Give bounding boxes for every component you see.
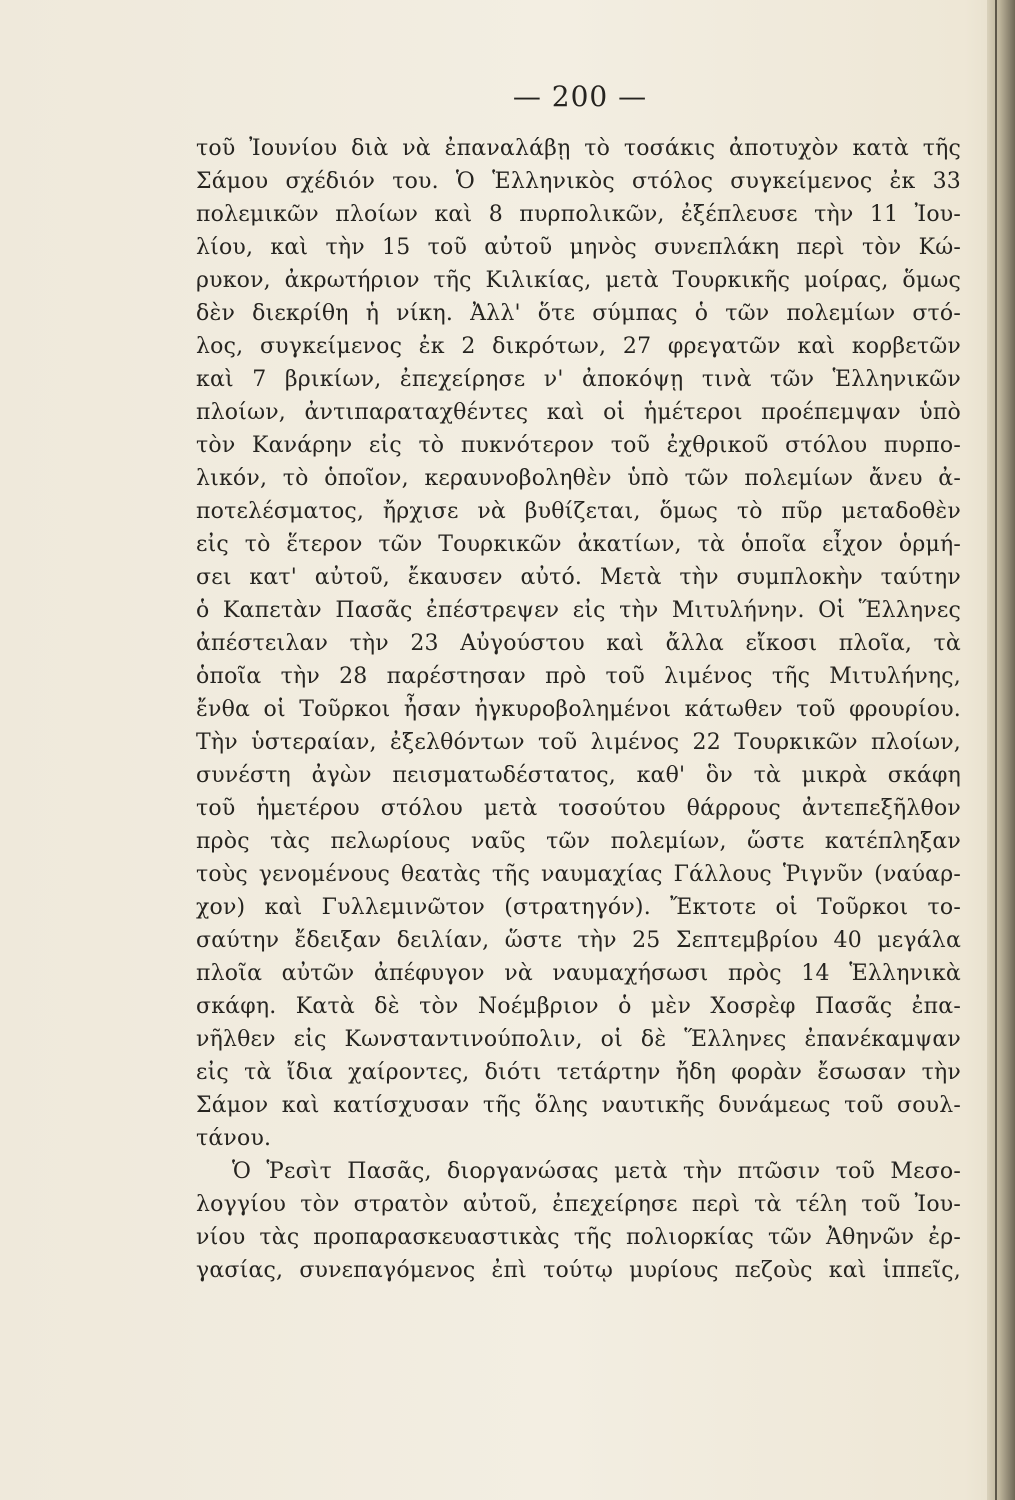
text-line: τὸν Κανάρην εἰς τὸ πυκνότερον τοῦ ἐχθρικοῦ στόλου πυρπο- xyxy=(196,433,961,458)
paragraph-1 xyxy=(196,132,961,1155)
page-edge-line xyxy=(995,0,997,1500)
text-line: δὲν διεκρίθη ἡ νίκη. Ἀλλ' ὅτε σύμπας ὁ τῶν πολεμίων στό- xyxy=(196,301,961,326)
text-line: Ὁ Ῥεσὶτ Πασᾶς, διοργανώσας μετὰ τὴν πτῶσιν τοῦ Μεσο- xyxy=(232,1159,961,1184)
text-line: Τὴν ὑστεραίαν, ἐξελθόντων τοῦ λιμένος 22 Τουρκικῶν πλοίων, xyxy=(196,730,961,755)
text-line: ρυκον, ἀκρωτήριον τῆς Κιλικίας, μετὰ Τουρκικῆς μοίρας, ὅμως xyxy=(196,268,961,293)
text-line: λος, συγκείμενος ἐκ 2 δικρότων, 27 φρεγατῶν καὶ κορβετῶν xyxy=(196,334,961,359)
text-line: ἀπέστειλαν τὴν 23 Αὐγούστου καὶ ἄλλα εἴκοσι πλοῖα, τὰ xyxy=(196,631,961,656)
text-line: ὁ Καπετὰν Πασᾶς ἐπέστρεψεν εἰς τὴν Μιτυλήνην. Οἱ Ἕλληνες xyxy=(196,598,961,623)
paragraph-2 xyxy=(196,1155,961,1287)
text-line: εἰς τὰ ἴδια χαίροντες, διότι τετάρτην ἤδη φορὰν ἔσωσαν τὴν xyxy=(196,1060,961,1085)
text-line: Σάμου σχέδιόν του. Ὁ Ἑλληνικὸς στόλος συγκείμενος ἐκ 33 xyxy=(196,169,961,194)
text-line: τάνου. xyxy=(196,1126,272,1151)
text-line: Σάμον καὶ κατίσχυσαν τῆς ὅλης ναυτικῆς δυνάμεως τοῦ σουλ- xyxy=(196,1093,961,1118)
text-line: καὶ 7 βρικίων, ἐπεχείρησε ν' ἀποκόψῃ τινὰ τῶν Ἑλληνικῶν xyxy=(196,367,961,392)
text-line: γασίας, συνεπαγόμενος ἐπὶ τούτῳ μυρίους πεζοὺς καὶ ἱππεῖς, xyxy=(196,1258,961,1283)
text-line: ὁποῖα τὴν 28 παρέστησαν πρὸ τοῦ λιμένος τῆς Μιτυλήνης, xyxy=(196,664,961,689)
text-line: τοῦ Ἰουνίου διὰ νὰ ἐπαναλάβῃ τὸ τοσάκις ἀποτυχὸν κατὰ τῆς xyxy=(196,136,961,161)
text-line: σαύτην ἔδειξαν δειλίαν, ὥστε τὴν 25 Σεπτεμβρίου 40 μεγάλα xyxy=(196,928,961,953)
text-line: σκάφη. Κατὰ δὲ τὸν Νοέμβριον ὁ μὲν Χοσρὲφ Πασᾶς ἐπα- xyxy=(196,994,961,1019)
text-line: νῆλθεν εἰς Κωνσταντινούπολιν, οἱ δὲ Ἕλληνες ἐπανέκαμψαν xyxy=(196,1027,961,1052)
text-line: νίου τὰς προπαρασκευαστικὰς τῆς πολιορκίας τῶν Ἀθηνῶν ἐρ- xyxy=(196,1225,961,1250)
book-spine-shadow xyxy=(987,0,1015,1500)
text-block xyxy=(196,132,961,1287)
text-line: λικόν, τὸ ὁποῖον, κεραυνοβοληθὲν ὑπὸ τῶν πολεμίων ἄνευ ἀ- xyxy=(196,466,961,491)
text-line: λογγίου τὸν στρατὸν αὐτοῦ, ἐπεχείρησε περὶ τὰ τέλη τοῦ Ἰου- xyxy=(196,1192,961,1217)
text-line: χον) καὶ Γυλλεμινῶτον (στρατηγόν). Ἔκτοτε οἱ Τοῦρκοι το- xyxy=(196,895,961,920)
text-line: ποτελέσματος, ἤρχισε νὰ βυθίζεται, ὅμως τὸ πῦρ μεταδοθὲν xyxy=(196,499,961,524)
text-line: ἔνθα οἱ Τοῦρκοι ἦσαν ἠγκυροβολημένοι κάτωθεν τοῦ φρουρίου. xyxy=(196,697,961,722)
text-line: πλοῖα αὐτῶν ἀπέφυγον νὰ ναυμαχήσωσι πρὸς 14 Ἑλληνικὰ xyxy=(196,961,961,986)
text-line: τοῦ ἡμετέρου στόλου μετὰ τοσούτου θάρρους ἀντεπεξῆλθον xyxy=(196,796,961,821)
text-line: εἰς τὸ ἕτερον τῶν Τουρκικῶν ἀκατίων, τὰ ὁποῖα εἶχον ὁρμή- xyxy=(196,532,961,557)
text-line: λίου, καὶ τὴν 15 τοῦ αὐτοῦ μηνὸς συνεπλάκη περὶ τὸν Κώ- xyxy=(196,235,961,260)
text-line: τοὺς γενομένους θεατὰς τῆς ναυμαχίας Γάλλους Ῥιγνῦν (ναύαρ- xyxy=(196,862,961,887)
text-line: πολεμικῶν πλοίων καὶ 8 πυρπολικῶν, ἐξέπλευσε τὴν 11 Ἰου- xyxy=(196,202,961,227)
text-line: σει κατ' αὐτοῦ, ἔκαυσεν αὐτό. Μετὰ τὴν συμπλοκὴν ταύτην xyxy=(196,565,961,590)
text-line: συνέστη ἀγὼν πεισματωδέστατος, καθ' ὃν τὰ μικρὰ σκάφη xyxy=(196,763,961,788)
text-line: πλοίων, ἀντιπαραταχθέντες καὶ οἱ ἡμέτεροι προέπεμψαν ὑπὸ xyxy=(196,400,961,425)
text-line: πρὸς τὰς πελωρίους ναῦς τῶν πολεμίων, ὥστε κατέπληξαν xyxy=(196,829,961,854)
page-number: — 200 — xyxy=(512,80,648,113)
